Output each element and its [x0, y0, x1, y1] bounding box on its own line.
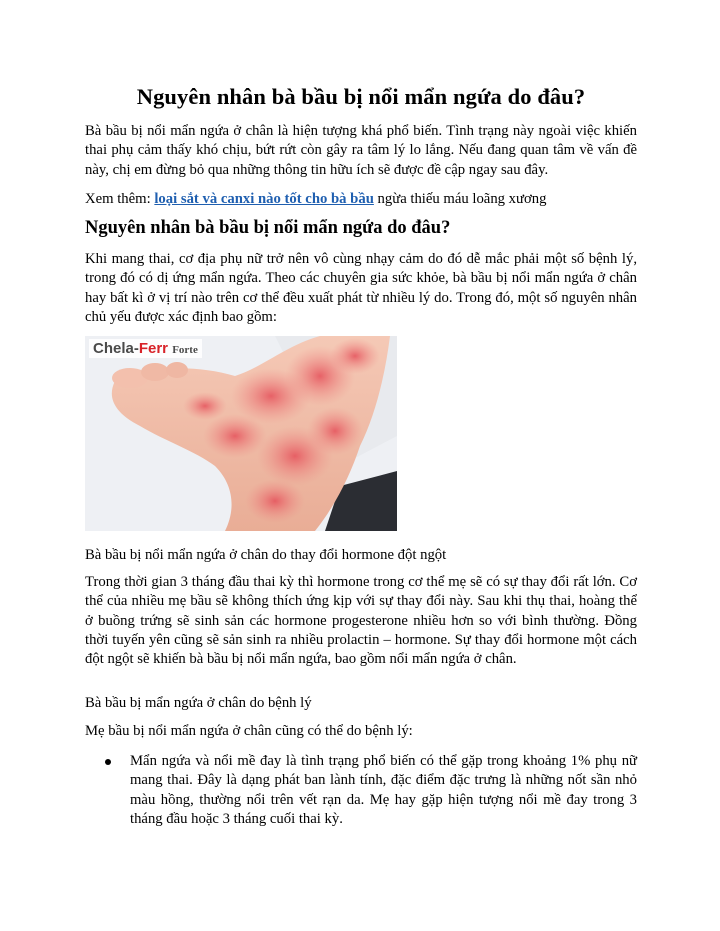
bullet-icon: [105, 759, 111, 765]
image-caption: Bà bầu bị nổi mẩn ngứa ở chân do thay đổi hormone đột ngột: [85, 547, 447, 563]
see-more-link[interactable]: loại sắt và canxi nào tốt cho bà bầu: [154, 191, 374, 207]
section-heading: Nguyên nhân bà bầu bị nổi mẩn ngứa do đâu?: [85, 218, 451, 238]
disease-intro: Mẹ bầu bị nổi mẩn ngứa ở chân cũng có thể do bệnh lý:: [85, 723, 413, 739]
section-intro-paragraph: Khi mang thai, cơ địa phụ nữ trở nên vô cùng nhạy cảm do đó dễ mắc phải một số bệnh lý, trong đó có dị ứng mẩn ngứa. Theo các chuyên gia sức khỏe, bà bầu bị nổi mẩn ngứa ở chân hay bất kì ở vị trí nào trên cơ thể đều xuất phát từ nhiều lý do. Trong đó, một số nguyên nhân chủ yếu được xác định bao gồm:: [85, 251, 637, 325]
see-more-suffix: ngừa thiếu máu loãng xương: [373, 191, 547, 207]
disease-heading: Bà bầu bị mẩn ngứa ở chân do bệnh lý: [85, 695, 312, 711]
hormone-paragraph: Trong thời gian 3 tháng đầu thai kỳ thì hormone trong cơ thể mẹ sẽ có sự thay đổi rất lớn. Cơ thể của nhiều mẹ bầu sẽ không thích ứng kịp với sự thay đổi này. Sau khi thụ thai, hoàng thể ở buồng trứng sẽ sinh sản các hormone progesterone nhiều hơn so với bình thường. Đồng thời tuyến yên cũng sẽ sản sinh ra nhiều prolactin – hormone. Sự thay đổi hormone một cách đột ngột sẽ khiến bà bầu bị nổi mẩn ngứa, bao gồm nổi mẩn ngứa ở chân.: [85, 574, 637, 668]
see-more-line: [85, 190, 637, 209]
page-title: Nguyên nhân bà bầu bị nổi mẩn ngứa do đâu?: [136, 84, 586, 109]
foot-illustration: [85, 336, 397, 531]
rash-foot-photo: [85, 336, 397, 531]
list-item: Mẩn ngứa và nổi mề đay là tình trạng phổ biến có thể gặp trong khoảng 1% phụ nữ mang thai. Đây là dạng phát ban lành tính, đặc điểm đặc trưng là những nốt sần nhỏ màu hồng, thường nổi trên vết rạn da. Mẹ hay gặp hiện tượng nổi mề đay trong 3 tháng đầu hoặc 3 tháng cuối thai kỳ.: [130, 753, 637, 827]
logo-text-chela: Chela-: [93, 340, 139, 357]
logo-text-forte: Forte: [172, 344, 198, 356]
logo-text-ferr: Ferr: [138, 340, 169, 357]
see-more-prefix: Xem thêm:: [85, 191, 155, 207]
brand-logo: [89, 339, 202, 358]
intro-paragraph: Bà bầu bị nổi mẩn ngứa ở chân là hiện tượng khá phổ biến. Tình trạng này ngoài việc khiến thai phụ cảm thấy khó chịu, bứt rứt còn gây ra tâm lý lo lắng. Nếu đang quan tâm về vấn đề này, chị em đừng bỏ qua những thông tin hữu ích sẽ được đề cập ngay sau đây.: [85, 123, 637, 178]
